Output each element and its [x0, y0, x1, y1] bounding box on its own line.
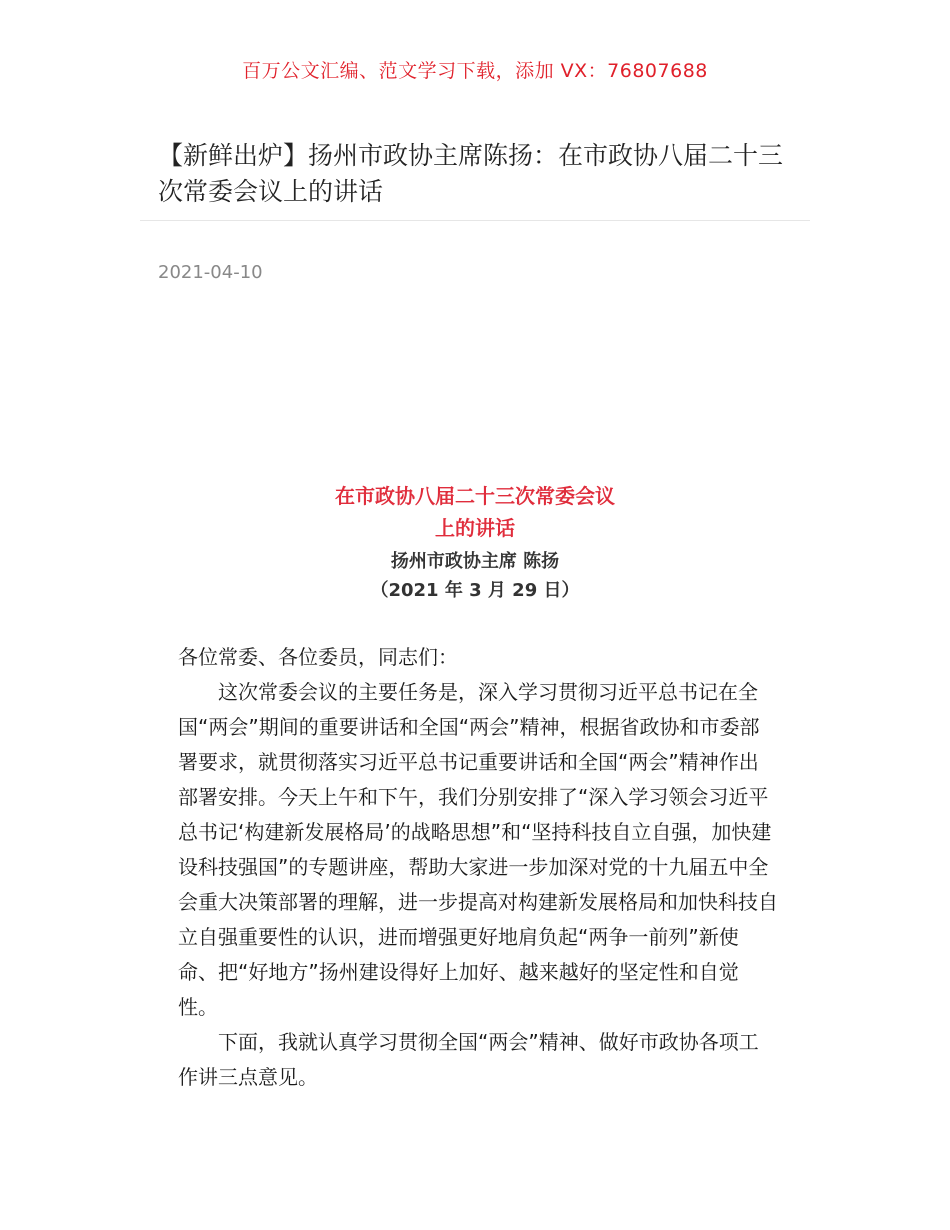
body-paragraph: 这次常委会议的主要任务是，深入学习贯彻习近平总书记在全国“两会”期间的重要讲话和全国“两会”精神，根据省政协和市委部署要求，就贯彻落实习近平总书记重要讲话和全国“两会”精神作出部署安排。今天上午和下午，我们分别安排了“深入学习领会习近平总书记‘构建新发展格局’的战略思想”和“坚持科技自立自强，加快建设科技强国”的专题讲座，帮助大家进一步加深对党的十九届五中全会重大决策部署的理解，进一步提高对构建新发展格局和加快科技自立自强重要性的认识，进而增强更好地肩负起“两争一前列”新使命、把“好地方”扬州建设得好上加好、越来越好的坚定性和自觉性。: [178, 680, 778, 1019]
promo-banner: 百万公文汇编、范文学习下载，添加 VX：76807688: [242, 60, 708, 82]
speech-title-line2: 上的讲话: [435, 516, 515, 540]
speech-date: （2021 年 3 月 29 日）: [370, 580, 580, 601]
speech-author: 扬州市政协主席 陈扬: [390, 551, 560, 572]
publish-date: 2021-04-10: [158, 262, 263, 283]
speech-title-line1: 在市政协八届二十三次常委会议: [335, 484, 615, 508]
article-title: 【新鲜出炉】扬州市政协主席陈扬：在市政协八届二十三次常委会议上的讲话: [158, 141, 784, 206]
title-divider: [140, 220, 810, 221]
speech-body: [178, 640, 778, 1095]
body-paragraph: 下面，我就认真学习贯彻全国“两会”精神、做好市政协各项工作讲三点意见。: [178, 1030, 759, 1089]
speech-heading: [0, 480, 950, 606]
salutation: 各位常委、各位委员，同志们：: [178, 645, 458, 669]
